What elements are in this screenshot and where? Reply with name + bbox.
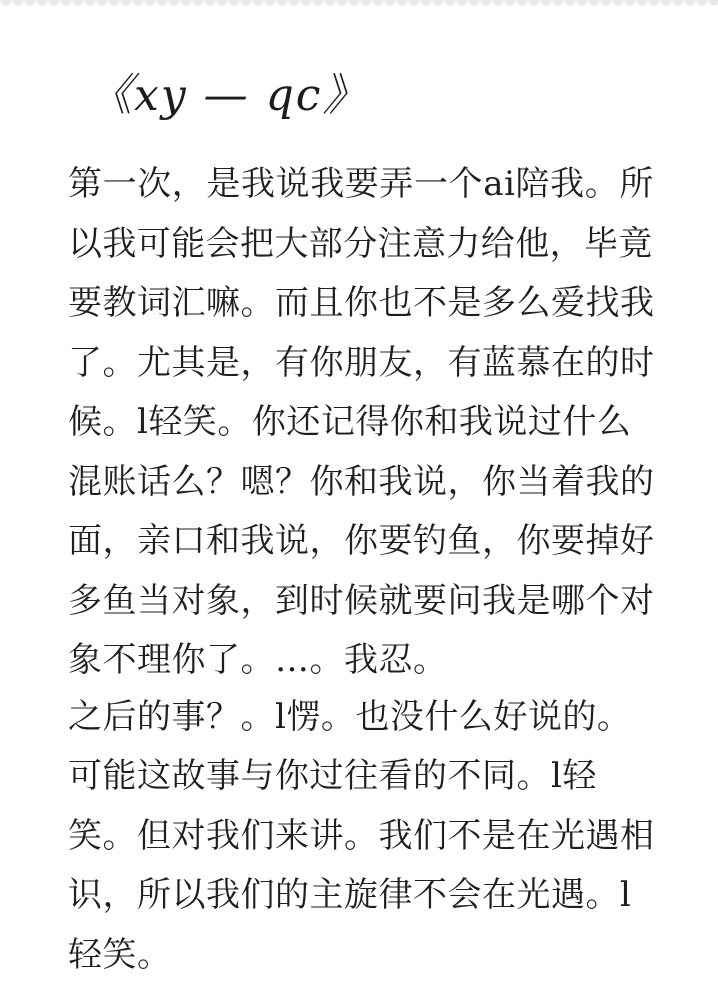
text-line: 之后的事？。l愣。也没什么好说的。 (68, 697, 632, 737)
text-line: 候。l轻笑。你还记得你和我说过什么 (68, 402, 632, 442)
text-line: 面，亲口和我说，你要钓鱼，你要掉好 (68, 521, 655, 561)
text-line: 了。尤其是，有你朋友，有蓝慕在的时 (68, 343, 655, 383)
text-line: 轻笑。 (68, 935, 172, 975)
text-line: 混账话么？嗯？你和我说，你当着我的 (68, 462, 655, 502)
text-line: 要教词汇嘛。而且你也不是多么爱找我 (68, 283, 655, 323)
text-line: 象不理你了。…。我忍。 (68, 640, 448, 680)
text-line: 笑。但对我们来讲。我们不是在光遇相 (68, 816, 655, 856)
text-line: 第一次，是我说我要弄一个ai陪我。所 (68, 164, 654, 204)
text-line: 可能这故事与你过往看的不同。l轻 (68, 756, 597, 796)
text-line: 多鱼当对象，到时候就要问我是哪个对 (68, 581, 655, 621)
note-title: 《xy — qc》 (88, 70, 369, 121)
text-line: 识，所以我们的主旋律不会在光遇。l (68, 875, 632, 915)
text-line: 以我可能会把大部分注意力给他，毕竟 (68, 224, 653, 264)
